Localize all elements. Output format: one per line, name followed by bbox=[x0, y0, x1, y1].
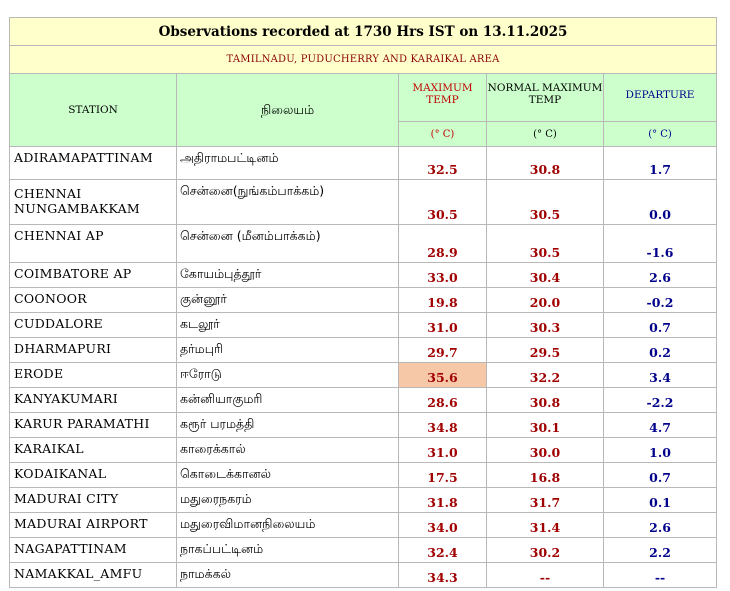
departure-value: 2.2 bbox=[604, 538, 717, 563]
table-row bbox=[10, 313, 717, 338]
normal-max-temp-value: 30.8 bbox=[487, 147, 604, 180]
station-name: ERODE bbox=[10, 363, 177, 388]
station-name-tamil: கொடைக்கானல் bbox=[177, 463, 399, 488]
departure-value: 4.7 bbox=[604, 413, 717, 438]
station-name-tamil: ஈரோடு bbox=[177, 363, 399, 388]
normal-max-temp-value: 30.0 bbox=[487, 438, 604, 463]
departure-value: -1.6 bbox=[604, 225, 717, 263]
station-name: KARAIKAL bbox=[10, 438, 177, 463]
station-name-tamil: குன்னூர் bbox=[177, 288, 399, 313]
normal-max-temp-value: 29.5 bbox=[487, 338, 604, 363]
station-name-tamil: கடலூர் bbox=[177, 313, 399, 338]
max-temp-value: 19.8 bbox=[399, 288, 487, 313]
station-name-tamil: கோயம்புத்தூர் bbox=[177, 263, 399, 288]
table-row bbox=[10, 463, 717, 488]
station-name-tamil: சென்னை (மீனம்பாக்கம்) bbox=[177, 225, 399, 263]
departure-value: 1.0 bbox=[604, 438, 717, 463]
table-row bbox=[10, 338, 717, 363]
station-name-tamil: சென்னை(நுங்கம்பாக்கம்) bbox=[177, 180, 399, 225]
table-row bbox=[10, 363, 717, 388]
departure-value: 0.7 bbox=[604, 463, 717, 488]
station-name: CHENNAI NUNGAMBAKKAM bbox=[10, 180, 177, 225]
normal-max-temp-value: 31.7 bbox=[487, 488, 604, 513]
departure-value: 1.7 bbox=[604, 147, 717, 180]
departure-value: -0.2 bbox=[604, 288, 717, 313]
normal-max-temp-value: 30.2 bbox=[487, 538, 604, 563]
normal-max-temp-value: 30.8 bbox=[487, 388, 604, 413]
normal-max-temp-value: 31.4 bbox=[487, 513, 604, 538]
station-name: ADIRAMAPATTINAM bbox=[10, 147, 177, 180]
max-temp-value: 32.4 bbox=[399, 538, 487, 563]
departure-value: 0.2 bbox=[604, 338, 717, 363]
station-name: CHENNAI AP bbox=[10, 225, 177, 263]
max-temp-value: 28.9 bbox=[399, 225, 487, 263]
unit-max-temp: (° C) bbox=[399, 122, 487, 147]
table-row bbox=[10, 488, 717, 513]
table-row bbox=[10, 538, 717, 563]
max-temp-value: 34.3 bbox=[399, 563, 487, 588]
header-station-tamil: நிலையம் bbox=[177, 74, 399, 147]
station-name-tamil: காரைக்கால் bbox=[177, 438, 399, 463]
departure-value: 0.0 bbox=[604, 180, 717, 225]
departure-value: -2.2 bbox=[604, 388, 717, 413]
station-name-tamil: கரூர் பரமத்தி bbox=[177, 413, 399, 438]
departure-value: 2.6 bbox=[604, 513, 717, 538]
departure-value: 3.4 bbox=[604, 363, 717, 388]
station-name-tamil: கன்னியாகுமரி bbox=[177, 388, 399, 413]
station-name: CUDDALORE bbox=[10, 313, 177, 338]
table-row bbox=[10, 438, 717, 463]
table-row bbox=[10, 513, 717, 538]
station-name: NAGAPATTINAM bbox=[10, 538, 177, 563]
table-row bbox=[10, 263, 717, 288]
station-name: COIMBATORE AP bbox=[10, 263, 177, 288]
table-row bbox=[10, 225, 717, 263]
header-station: STATION bbox=[10, 74, 177, 147]
station-name: DHARMAPURI bbox=[10, 338, 177, 363]
max-temp-value: 29.7 bbox=[399, 338, 487, 363]
station-name-tamil: அதிராமபட்டினம் bbox=[177, 147, 399, 180]
station-name: KODAIKANAL bbox=[10, 463, 177, 488]
header-normal-max-temp: NORMAL MAXIMUM TEMP bbox=[487, 74, 604, 122]
station-name: COONOOR bbox=[10, 288, 177, 313]
normal-max-temp-value: 30.4 bbox=[487, 263, 604, 288]
max-temp-value: 32.5 bbox=[399, 147, 487, 180]
unit-departure: (° C) bbox=[604, 122, 717, 147]
header-max-temp: MAXIMUM TEMP bbox=[399, 74, 487, 122]
max-temp-value: 33.0 bbox=[399, 263, 487, 288]
max-temp-value: 34.8 bbox=[399, 413, 487, 438]
station-name-tamil: நாமக்கல் bbox=[177, 563, 399, 588]
normal-max-temp-value: 30.5 bbox=[487, 225, 604, 263]
table-row bbox=[10, 180, 717, 225]
max-temp-value: 31.0 bbox=[399, 313, 487, 338]
observations-table-wrapper bbox=[9, 17, 717, 588]
max-temp-value: 35.6 bbox=[399, 363, 487, 388]
station-name-tamil: நாகப்பட்டினம் bbox=[177, 538, 399, 563]
max-temp-value: 34.0 bbox=[399, 513, 487, 538]
table-title: Observations recorded at 1730 Hrs IST on 13.11.2025 bbox=[10, 18, 717, 46]
max-temp-value: 17.5 bbox=[399, 463, 487, 488]
station-name: KARUR PARAMATHI bbox=[10, 413, 177, 438]
station-name: MADURAI CITY bbox=[10, 488, 177, 513]
station-name-tamil: மதுரைநகரம் bbox=[177, 488, 399, 513]
departure-value: -- bbox=[604, 563, 717, 588]
unit-normal-max-temp: (° C) bbox=[487, 122, 604, 147]
departure-value: 0.1 bbox=[604, 488, 717, 513]
station-name-tamil: மதுரைவிமானநிலையம் bbox=[177, 513, 399, 538]
normal-max-temp-value: 30.1 bbox=[487, 413, 604, 438]
area-heading: TAMILNADU, PUDUCHERRY AND KARAIKAL AREA bbox=[10, 46, 717, 74]
normal-max-temp-value: 32.2 bbox=[487, 363, 604, 388]
departure-value: 0.7 bbox=[604, 313, 717, 338]
table-row bbox=[10, 563, 717, 588]
normal-max-temp-value: 30.3 bbox=[487, 313, 604, 338]
station-name-tamil: தர்மபுரி bbox=[177, 338, 399, 363]
station-name: MADURAI AIRPORT bbox=[10, 513, 177, 538]
max-temp-value: 30.5 bbox=[399, 180, 487, 225]
table-row bbox=[10, 147, 717, 180]
normal-max-temp-value: 30.5 bbox=[487, 180, 604, 225]
normal-max-temp-value: 16.8 bbox=[487, 463, 604, 488]
header-departure: DEPARTURE bbox=[604, 74, 717, 122]
max-temp-value: 28.6 bbox=[399, 388, 487, 413]
table-row bbox=[10, 288, 717, 313]
departure-value: 2.6 bbox=[604, 263, 717, 288]
observations-table bbox=[9, 17, 717, 588]
station-name: KANYAKUMARI bbox=[10, 388, 177, 413]
table-row bbox=[10, 413, 717, 438]
max-temp-value: 31.0 bbox=[399, 438, 487, 463]
station-name: NAMAKKAL_AMFU bbox=[10, 563, 177, 588]
normal-max-temp-value: -- bbox=[487, 563, 604, 588]
normal-max-temp-value: 20.0 bbox=[487, 288, 604, 313]
table-row bbox=[10, 388, 717, 413]
max-temp-value: 31.8 bbox=[399, 488, 487, 513]
